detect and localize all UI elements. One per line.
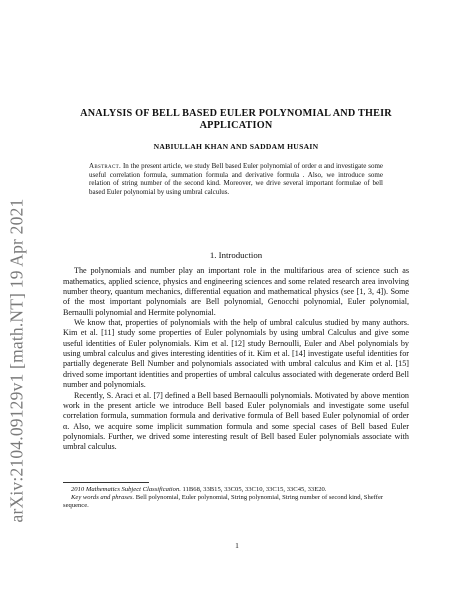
- paragraph: We know that, properties of polynomials with the help of umbral calculus studied by many authors. Kim et al. [11] study some properties of Euler polynomials by using umbral Calculus and give some useful identities of Euler polynomials. Kim et al. [12] study Bernoulli, Euler and Abel polynomials by using umbral calculus and gives interesting identities of it. Kim et al. [14] investigate useful identities for partially degenerate Bell Number and polynomials associated with umbral calculus and Kim et al. [15] drived some important identities and properties of umbral calculus associated with degenerate orderd Bell number and polynomials.: [63, 318, 409, 390]
- paper-authors: NABIULLAH KHAN AND SADDAM HUSAIN: [153, 142, 319, 151]
- arxiv-side-stamp: [4, 150, 30, 570]
- keywords-text: Bell polynomial, Euler polynomial, String polynomial, String number of second kind, Sheffer sequence.: [63, 493, 384, 509]
- abstract-text: In the present article, we study Bell based Euler polynomial of order α and investigate some useful correlation formula, summation formula and derivative formula . Also, we introduce some relation of string number of the second kind. Moreover, we drive several important formulae of bell based Euler polynomial by using umbral calculus.: [89, 162, 383, 196]
- paper-page: [63, 108, 409, 510]
- abstract: [89, 162, 383, 196]
- footnote-msc: [63, 486, 409, 494]
- paper-title: ANALYSIS OF BELL BASED EULER POLYNOMIAL AND THEIR APPLICATION: [80, 108, 392, 131]
- page-number: 1: [235, 541, 239, 550]
- msc-label: 2010 Mathematics Subject Classification.: [71, 485, 181, 493]
- footnote-divider: [63, 482, 149, 483]
- footnote-keywords: [63, 494, 409, 510]
- paragraph: Recently, S. Araci et al. [7] defined a Bell based Bernaoulli polynomials. Motivated by above mention work in the present article we introduce Bell based Euler polynomials and investigate some useful correlation formula, summation formula and derivative formula of Bell based Euler polynomial of order α. Also, we acquire some implicit summation formula and some special cases of Bell based Euler polynomials. Further, we drived some interesting result of Bell based Euler polynomials associate with umbral calculus.: [63, 390, 409, 452]
- arxiv-identifier: arXiv:2104.09129v1 [math.NT] 19 Apr 2021: [6, 198, 27, 522]
- section-heading: 1. Introduction: [209, 250, 263, 261]
- msc-codes: 11B68, 33B15, 33C05, 33C10, 33C15, 33C45, 33E20.: [182, 485, 327, 493]
- keywords-label: Key words and phrases.: [71, 493, 135, 501]
- paragraph: The polynomials and number play an important role in the multifarious area of science such as mathematics, applied science, physics and engineering sciences and some related research area involving number theory, quantum mechanics, differential equation and mathematical physics (see [1, 3, 4]). Some of the most important polynomials are Bell polynomial, Genocchi polynomial, Euler polynomial, Bernaulli polynomial and Hermite polynomial.: [63, 266, 409, 317]
- section-body: [63, 266, 409, 452]
- abstract-label: Abstract.: [89, 162, 122, 170]
- footnotes: [63, 486, 409, 510]
